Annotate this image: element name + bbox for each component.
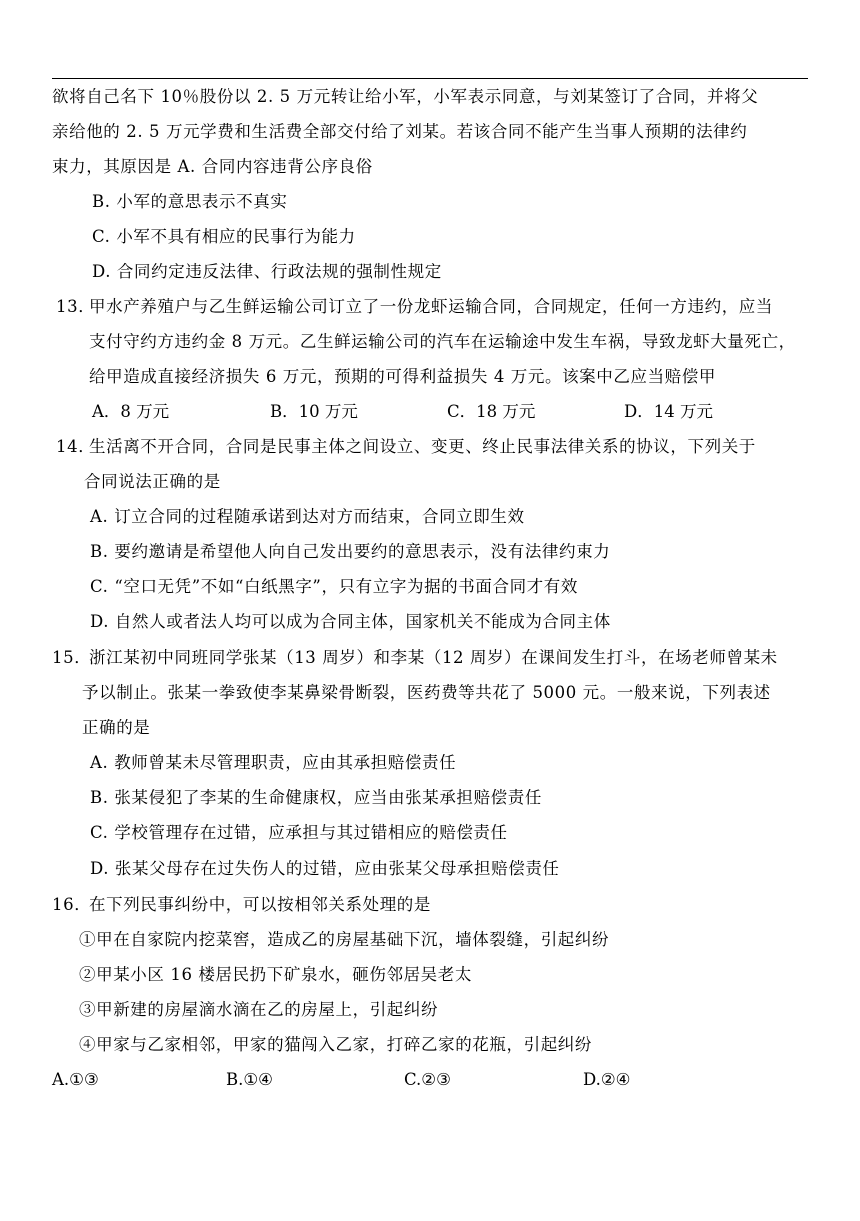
q16-number: 16．: [52, 895, 92, 914]
q12-line-3: 束力，其原因是 A. 合同内容违背公序良俗: [52, 157, 373, 176]
q13-line-2: 支付守约方违约金 8 万元。乙生鲜运输公司的汽车在运输途中发生车祸，导致龙虾大量死亡，: [89, 332, 796, 351]
q16-option-d: D.②④: [583, 1070, 631, 1089]
q16-item-3: ③甲新建的房屋滴水滴在乙的房屋上，引起纠纷: [79, 1000, 439, 1019]
q13-option-b: B．10 万元: [270, 402, 358, 421]
q13-option-a: A．8 万元: [92, 402, 170, 421]
q15-line-2: 予以制止。张某一拳致使李某鼻梁骨断裂，医药费等共花了 5000 元。一般来说，下列表述: [82, 683, 771, 702]
q16-item-1: ①甲在自家院内挖菜窖，造成乙的房屋基础下沉，墙体裂缝，引起纠纷: [79, 930, 610, 949]
q16-option-a: A.①③: [52, 1070, 99, 1089]
q14-number: 14．: [56, 437, 96, 456]
q14-option-c: C. “空口无凭”不如“白纸黑字”，只有立字为据的书面合同才有效: [90, 577, 578, 596]
q15-number: 15．: [52, 648, 92, 667]
q13-line-3: 给甲造成直接经济损失 6 万元，预期的可得利益损失 4 万元。该案中乙应当赔偿甲: [89, 367, 716, 386]
q16-item-4: ④甲家与乙家相邻，甲家的猫闯入乙家，打碎乙家的花瓶，引起纠纷: [79, 1035, 592, 1054]
q15-line-3: 正确的是: [82, 718, 151, 737]
q14-line-1: 生活离不开合同，合同是民事主体之间设立、变更、终止民事法律关系的协议，下列关于: [89, 437, 756, 456]
q14-option-b: B. 要约邀请是希望他人向自己发出要约的意思表示，没有法律约束力: [90, 542, 611, 561]
q12-option-d: D. 合同约定违反法律、行政法规的强制性规定: [92, 262, 442, 281]
q15-option-d: D. 张某父母存在过失伤人的过错，应由张某父母承担赔偿责任: [90, 859, 560, 878]
q15-option-c: C. 学校管理存在过错，应承担与其过错相应的赔偿责任: [90, 823, 508, 842]
q13-option-d: D．14 万元: [624, 402, 713, 421]
q12-line-2: 亲给他的 2. 5 万元学费和生活费全部交付给了刘某。若该合同不能产生当事人预期的法律约: [52, 122, 748, 141]
q14-line-2: 合同说法正确的是: [84, 472, 221, 491]
q16-item-2: ②甲某小区 16 楼居民扔下矿泉水，砸伤邻居吴老太: [79, 965, 472, 984]
q14-option-d: D. 自然人或者法人均可以成为合同主体，国家机关不能成为合同主体: [90, 612, 611, 631]
q13-option-c: C．18 万元: [447, 402, 536, 421]
q14-option-a: A. 订立合同的过程随承诺到达对方而结束，合同立即生效: [90, 507, 525, 526]
q15-line-1: 浙江某初中同班同学张某（13 周岁）和李某（12 周岁）在课间发生打斗，在场老师曾某未: [89, 648, 778, 667]
q12-option-c: C. 小军不具有相应的民事行为能力: [92, 227, 356, 246]
q12-line-1: 欲将自己名下 10％股份以 2. 5 万元转让给小军，小军表示同意，与刘某签订了合同，并将父: [52, 87, 759, 106]
q16-line-1: 在下列民事纠纷中，可以按相邻关系处理的是: [89, 895, 431, 914]
q16-option-c: C.②③: [404, 1070, 451, 1089]
q15-option-b: B. 张某侵犯了李某的生命健康权，应当由张某承担赔偿责任: [90, 788, 542, 807]
q12-option-b: B. 小军的意思表示不真实: [92, 192, 288, 211]
header-rule: [52, 78, 808, 79]
q16-option-b: B.①④: [226, 1070, 273, 1089]
q15-option-a: A. 教师曾某未尽管理职责，应由其承担赔偿责任: [90, 753, 457, 772]
q13-line-1: 甲水产养殖户与乙生鲜运输公司订立了一份龙虾运输合同，合同规定，任何一方违约，应当: [89, 297, 773, 316]
q13-number: 13．: [56, 297, 96, 316]
